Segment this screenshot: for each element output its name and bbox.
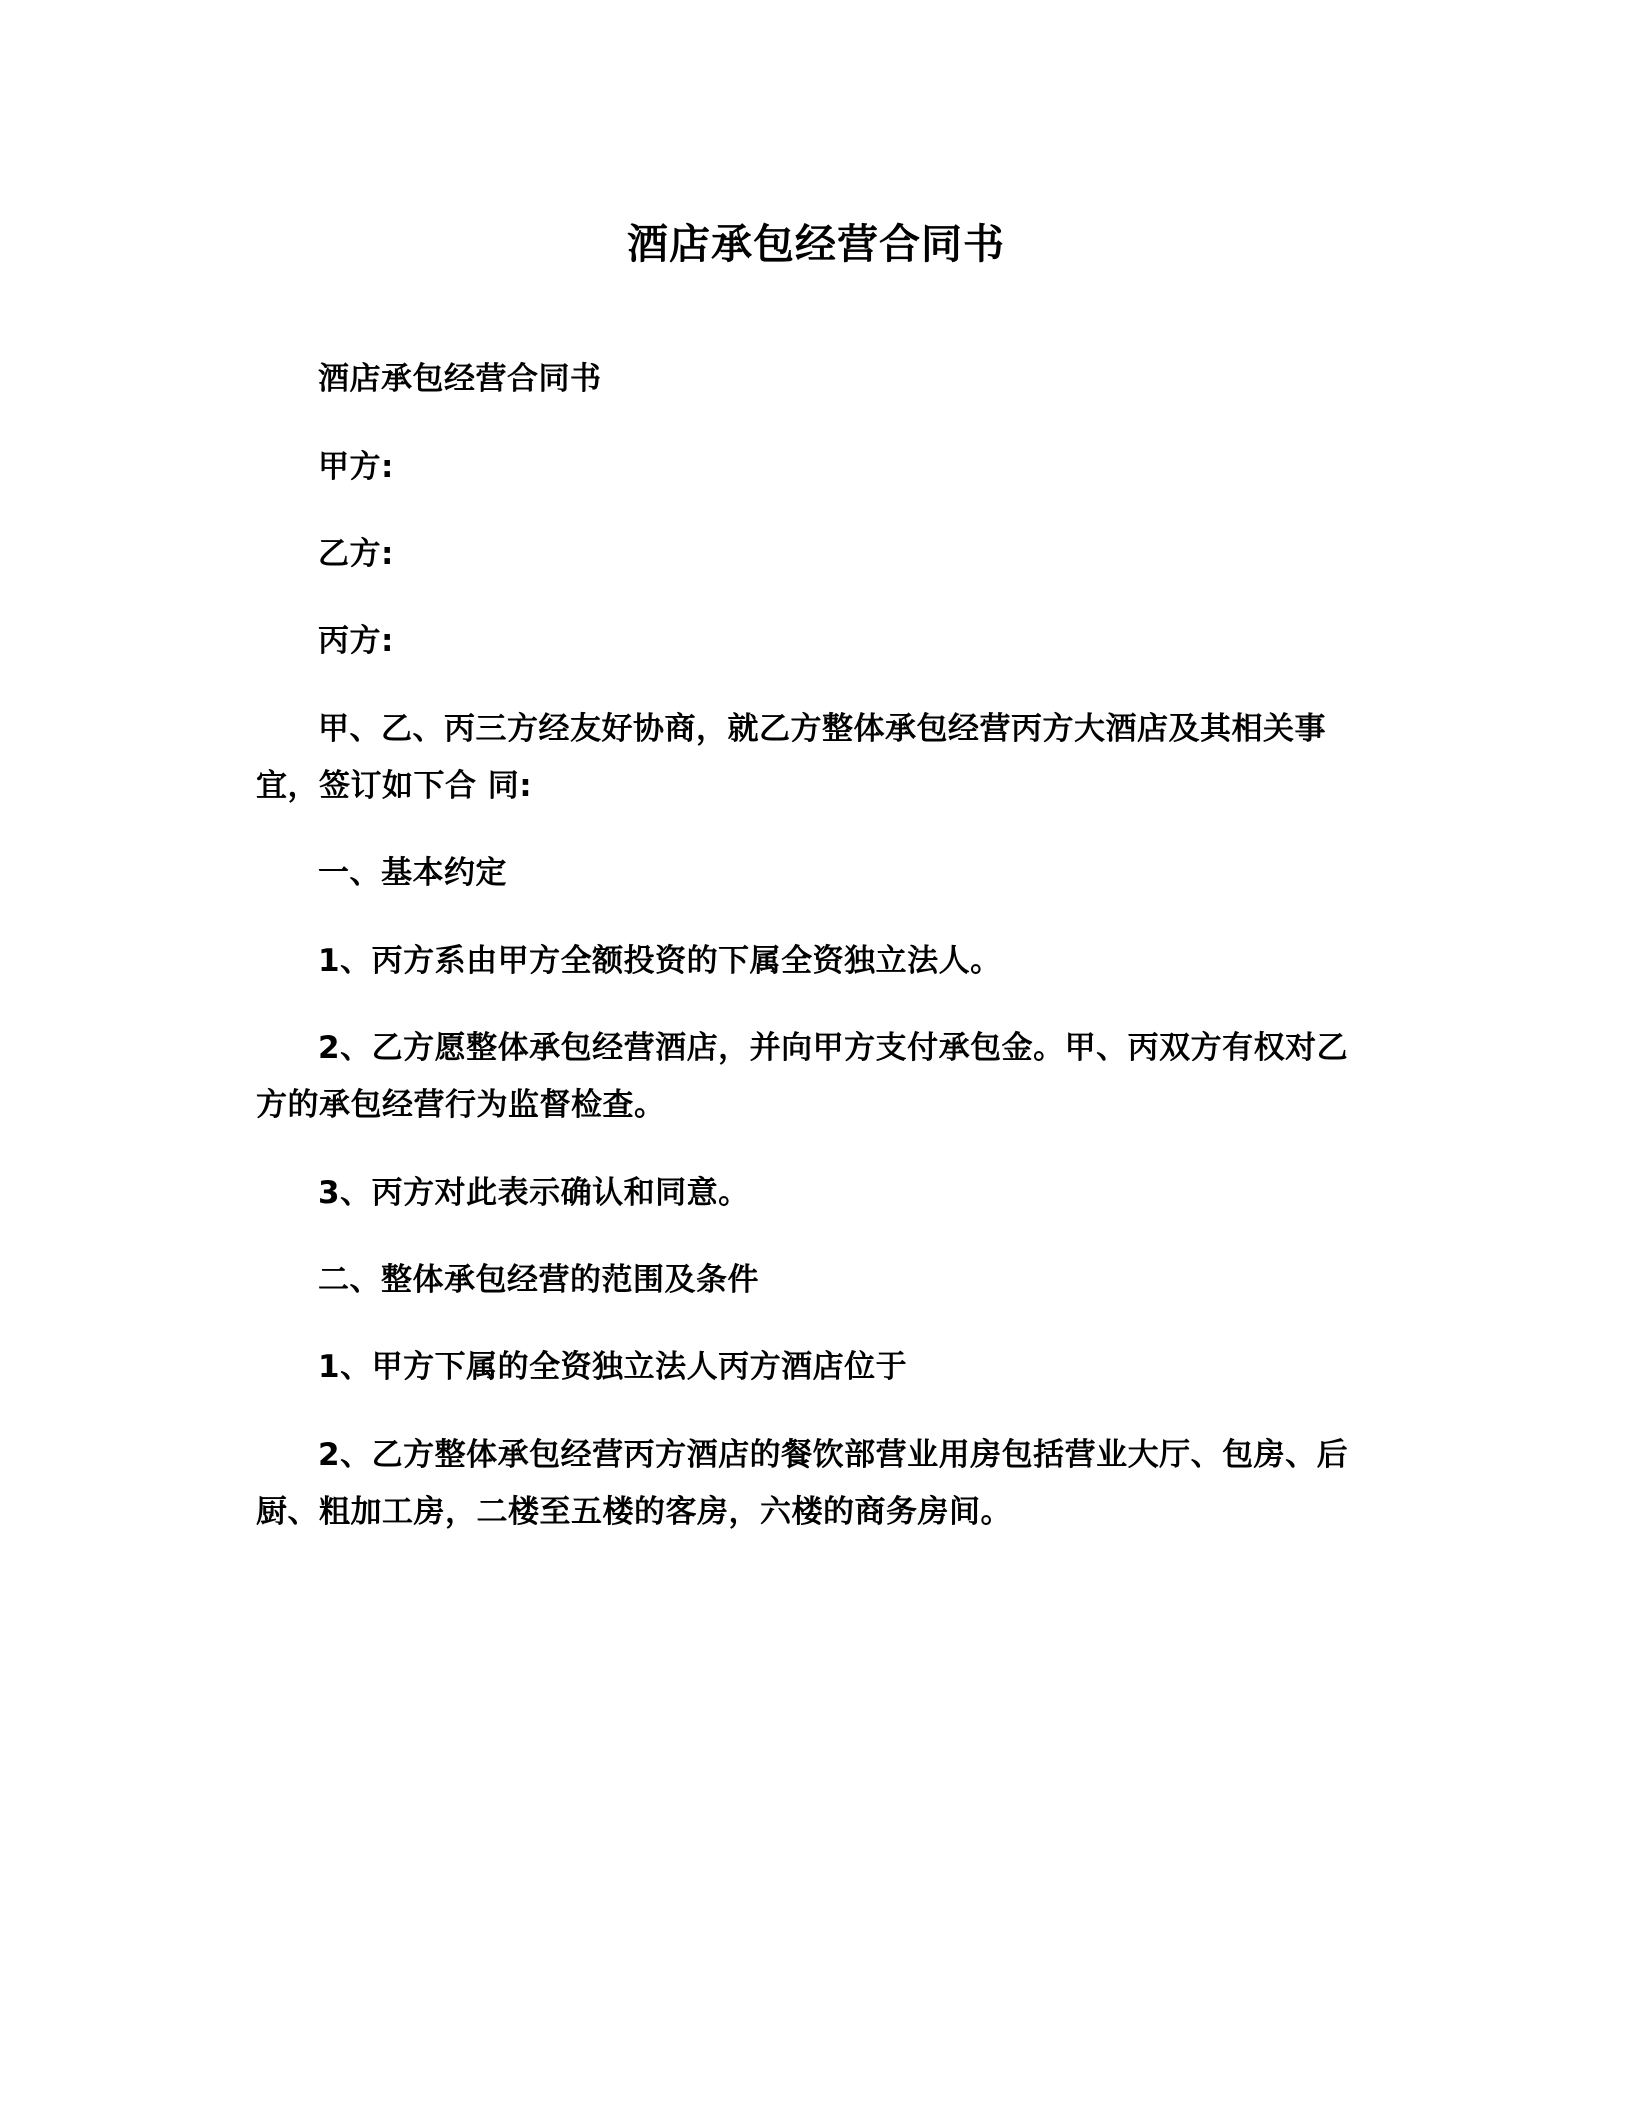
paragraph-party-a: 甲方: [318,448,394,485]
paragraph-section-two-item-1: 1、甲方下属的全资独立法人丙方酒店位于 [318,1349,908,1386]
paragraph-party-b: 乙方: [318,535,394,572]
paragraph-party-c: 丙方: [318,623,394,660]
paragraph-section-one-item-3: 3、丙方对此表示确认和同意。 [318,1174,750,1211]
paragraph-section-one-heading: 一、基本约定 [318,855,507,892]
paragraph-section-one-item-1: 1、丙方系由甲方全额投资的下属全资独立法人。 [318,942,1002,979]
paragraph-preamble: 甲、乙、丙三方经友好协商，就乙方整体承包经营丙方大酒店及其相关事宜，签订如下合 同: [256,710,1326,805]
paragraph-section-two-heading: 二、整体承包经营的范围及条件 [318,1262,759,1299]
paragraph-section-two-item-2: 2、乙方整体承包经营丙方酒店的餐饮部营业用房包括营业大厅、包房、后厨、粗加工房，二楼至五楼的客房，六楼的商务房间。 [256,1436,1349,1531]
page-title: 酒店承包经营合同书 [627,220,1005,268]
paragraph-heading-repeat: 酒店承包经营合同书 [318,361,602,398]
paragraph-section-one-item-2: 2、乙方愿整体承包经营酒店，并向甲方支付承包金。甲、丙双方有权对乙方的承包经营行为监督检查。 [256,1030,1349,1124]
document-body [256,271,1376,1541]
